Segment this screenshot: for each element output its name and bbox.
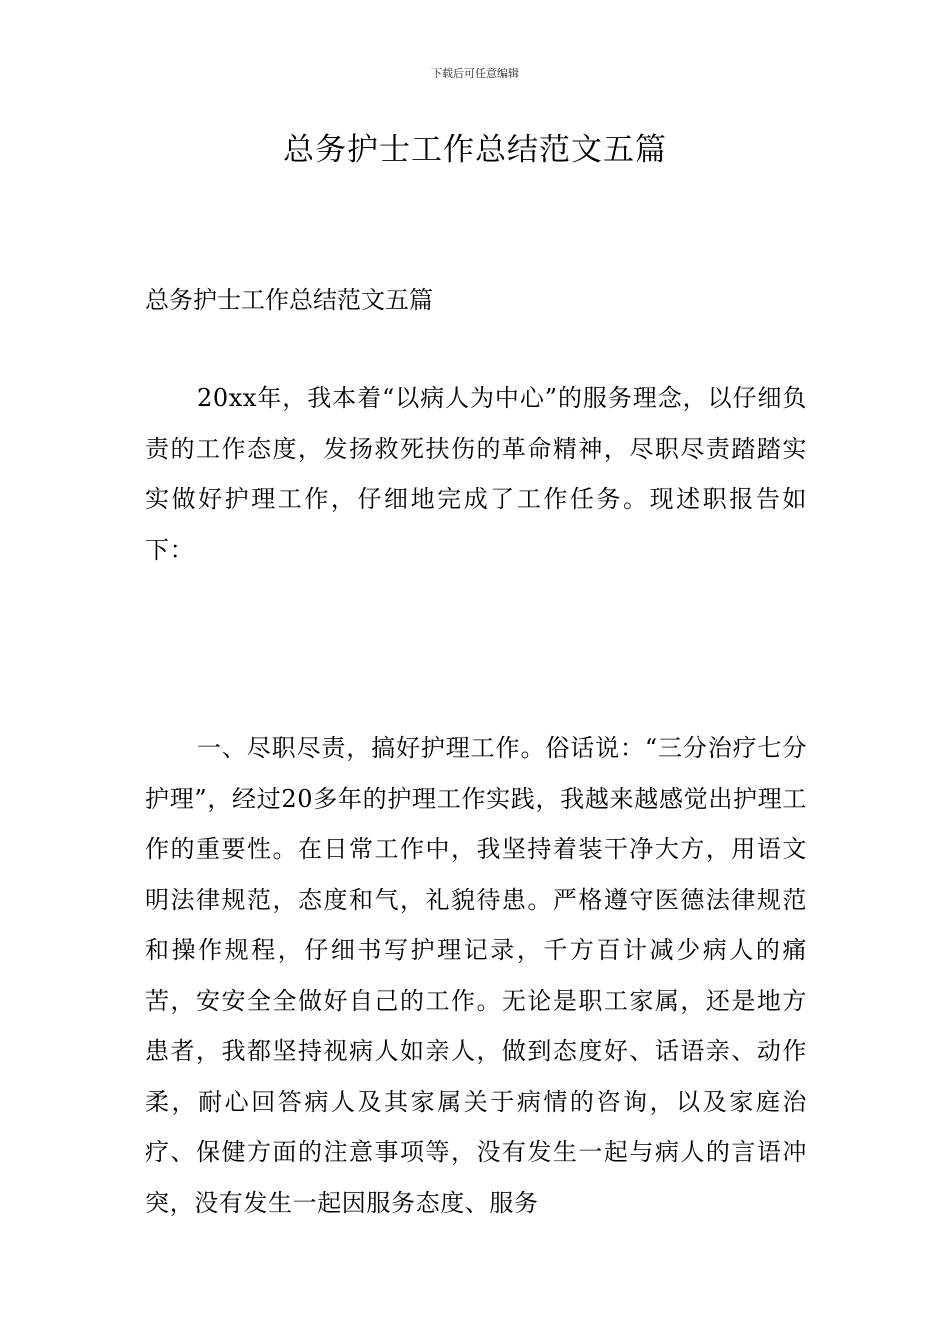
header-note: 下载后可任意编辑 [431,67,519,80]
paragraph-section-one: 一、尽职尽责，搞好护理工作。俗话说：“三分治疗七分护理”，经过20多年的护理工作实践，我越来越感觉出护理工作的重要性。在日常工作中，我坚持着装干净大方，用语文明法律规范，态度和气，礼貌待患。严格遵守医德法律规范和操作规程，仔细书写护理记录，千方百计减少病人的痛苦，安安全全做好自己的工作。无论是职工家属，还是地方患者，我都坚持视病人如亲人，做到态度好、话语亲、动作柔，耐心回答病人及其家属关于病情的咨询，以及家庭治疗、保健方面的注意事项等，没有发生一起与病人的言语冲突，没有发生一起因服务态度、服务 [145,734,807,1217]
document-subtitle: 总务护士工作总结范文五篇 [145,286,433,314]
paragraph-intro: 20xx年，我本着“以病人为中心”的服务理念，以仔细负责的工作态度，发扬救死扶伤的革命精神，尽职尽责踏踏实实做好护理工作，仔细地完成了工作任务。现述职报告如下： [145,384,807,564]
document-title: 总务护士工作总结范文五篇 [283,132,667,168]
